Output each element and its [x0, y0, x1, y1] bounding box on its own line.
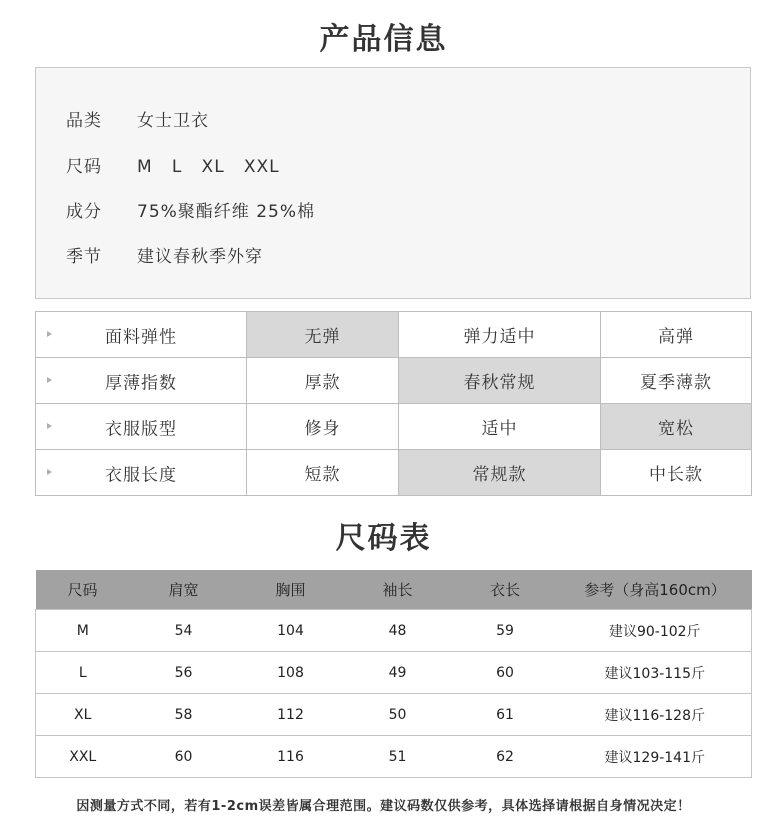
size-table-row	[36, 610, 752, 652]
size-table-title: 尺码表	[335, 521, 432, 556]
size-table-cell: 54	[130, 610, 238, 652]
measurement-note: 因测量方式不同，若有1-2cm误差皆属合理范围。建议码数仅供参考，具体选择请根据自身情况决定！	[76, 799, 691, 814]
attribute-row	[36, 358, 752, 404]
material-label: 成分	[66, 202, 102, 222]
size-table-cell: 58	[130, 694, 238, 736]
category-label: 品类	[66, 111, 102, 131]
season-label: 季节	[66, 247, 102, 267]
category-value: 女士卫衣	[137, 111, 209, 131]
size-table-header-cell: 衣长	[452, 570, 559, 610]
attribute-label: 衣服长度	[105, 465, 177, 485]
size-table-header-cell: 肩宽	[130, 570, 238, 610]
triangle-bullet-icon	[47, 331, 52, 337]
size-table-cell: 51	[344, 736, 452, 778]
size-table-header-cell: 参考（身高160cm）	[559, 570, 752, 610]
info-row-material	[66, 197, 315, 222]
size-table-cell: 56	[130, 652, 238, 694]
attribute-label: 面料弹性	[105, 327, 177, 347]
attribute-option: 厚款	[247, 358, 399, 404]
attribute-option-selected: 无弹	[247, 312, 399, 358]
size-table-header-cell: 尺码	[36, 570, 130, 610]
attribute-option-selected: 春秋常规	[399, 358, 601, 404]
size-table	[35, 570, 752, 778]
attribute-row	[36, 312, 752, 358]
size-table-cell: 59	[452, 610, 559, 652]
size-table-cell: 112	[238, 694, 344, 736]
size-table-cell: 108	[238, 652, 344, 694]
size-table-cell: 48	[344, 610, 452, 652]
size-table-cell: 60	[130, 736, 238, 778]
size-table-cell: 建议116-128斤	[559, 694, 752, 736]
attribute-option-selected: 宽松	[601, 404, 752, 450]
attribute-label: 衣服版型	[105, 419, 177, 439]
size-table-row	[36, 652, 752, 694]
size-table-cell: 62	[452, 736, 559, 778]
material-value: 75%聚酯纤维 25%棉	[137, 202, 315, 222]
size-table-cell: 61	[452, 694, 559, 736]
info-row-category	[66, 106, 209, 131]
season-value: 建议春秋季外穿	[137, 247, 263, 267]
attribute-label-cell	[36, 312, 247, 358]
product-info-title: 产品信息	[319, 22, 448, 57]
size-table-cell: 104	[238, 610, 344, 652]
attribute-option: 适中	[399, 404, 601, 450]
info-row-size	[66, 152, 280, 177]
product-info-box	[35, 67, 751, 299]
size-value: M L XL XXL	[137, 157, 280, 177]
size-table-cell: 49	[344, 652, 452, 694]
size-table-cell: 建议103-115斤	[559, 652, 752, 694]
triangle-bullet-icon	[47, 423, 52, 429]
size-table-cell: 建议129-141斤	[559, 736, 752, 778]
size-table-cell: 建议90-102斤	[559, 610, 752, 652]
size-table-header	[36, 570, 752, 610]
size-table-header-cell: 袖长	[344, 570, 452, 610]
triangle-bullet-icon	[47, 377, 52, 383]
attribute-option: 高弹	[601, 312, 752, 358]
attribute-row	[36, 404, 752, 450]
size-table-cell: M	[36, 610, 130, 652]
size-table-cell: 50	[344, 694, 452, 736]
size-table-cell: XL	[36, 694, 130, 736]
size-table-cell: L	[36, 652, 130, 694]
attribute-option: 弹力适中	[399, 312, 601, 358]
triangle-bullet-icon	[47, 469, 52, 475]
attribute-label: 厚薄指数	[105, 373, 177, 393]
attribute-table	[35, 311, 752, 496]
attribute-label-cell	[36, 450, 247, 496]
attribute-option: 修身	[247, 404, 399, 450]
size-table-row	[36, 736, 752, 778]
size-label: 尺码	[66, 157, 102, 177]
attribute-row	[36, 450, 752, 496]
size-table-cell: 116	[238, 736, 344, 778]
attribute-label-cell	[36, 404, 247, 450]
size-table-cell: 60	[452, 652, 559, 694]
attribute-option: 短款	[247, 450, 399, 496]
size-table-header-cell: 胸围	[238, 570, 344, 610]
size-table-row	[36, 694, 752, 736]
attribute-option: 夏季薄款	[601, 358, 752, 404]
size-table-cell: XXL	[36, 736, 130, 778]
info-row-season	[66, 242, 263, 267]
attribute-option-selected: 常规款	[399, 450, 601, 496]
attribute-option: 中长款	[601, 450, 752, 496]
attribute-label-cell	[36, 358, 247, 404]
